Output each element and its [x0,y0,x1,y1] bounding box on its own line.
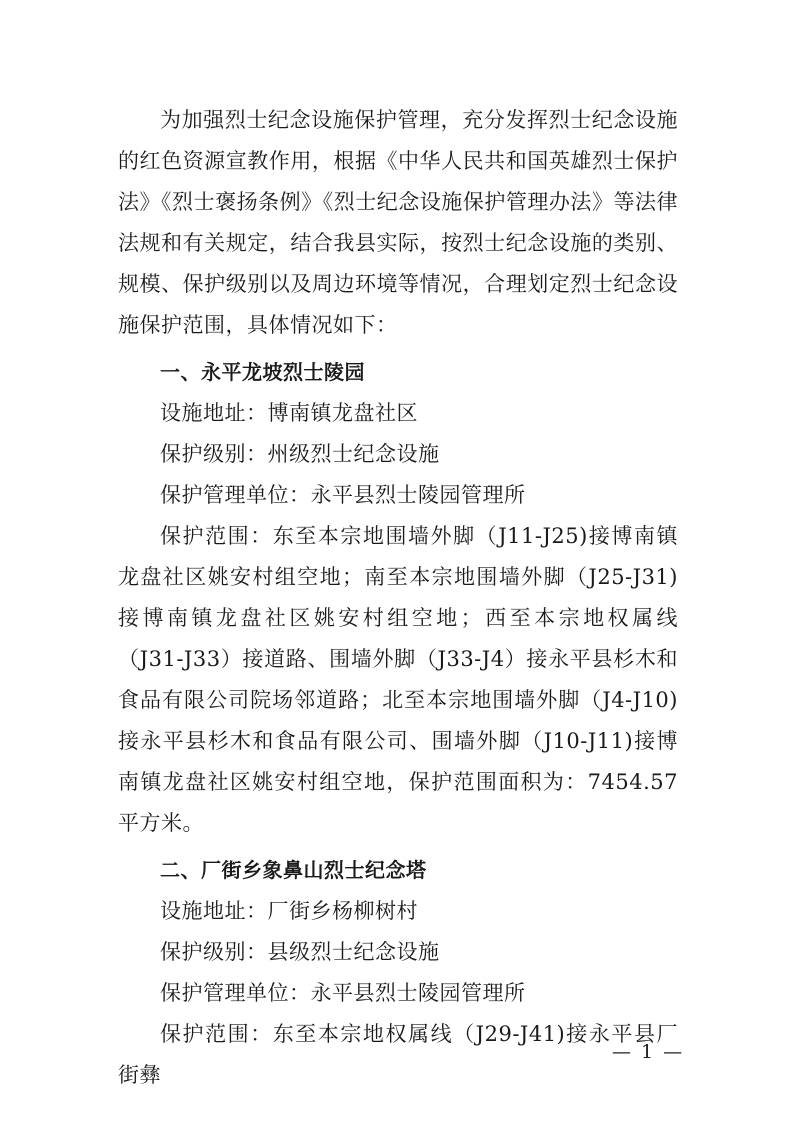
section-2-level: 保护级别：县级烈士纪念设施 [160,940,440,964]
section-2-scope: 保护范围：东至本宗地权属线（J29-J41)接永平县厂街彝 [118,1022,678,1087]
section-2-heading: 二、厂街乡象鼻山烈士纪念塔 [160,858,427,882]
section-1-address: 设施地址：博南镇龙盘社区 [160,401,418,425]
section-2-address: 设施地址：厂街乡杨柳树村 [160,899,418,923]
section-1-unit: 保护管理单位：永平县烈士陵园管理所 [160,483,526,507]
section-1-scope: 保护范围：东至本宗地围墙外脚（J11-J25)接博南镇龙盘社区姚安村组空地；南至本宗地围墙外脚（J25-J31)接博南镇龙盘社区姚安村组空地；西至本宗地权属线（J31-J33）接道路、围墙外脚（J33-J4）接永平县杉木和食品有限公司院场邻道路；北至本宗地围墙外脚（J4-J10)接永平县杉木和食品有限公司、围墙外脚（J10-J11)接博南镇龙盘社区姚安村组空地，保护范围面积为：7454.57 平方米。 [118,524,678,835]
document-body [118,100,678,1096]
section-1-level: 保护级别：州级烈士纪念设施 [160,442,440,466]
page-number: — 1 — [612,1041,685,1063]
intro-paragraph: 为加强烈士纪念设施保护管理，充分发挥烈士纪念设施的红色资源宣教作用，根据《中华人民共和国英雄烈士保护法》《烈士褒扬条例》《烈士纪念设施保护管理办法》等法律法规和有关规定，结合我县实际，按烈士纪念设施的类别、规模、保护级别以及周边环境等情况，合理划定烈士纪念设施保护范围，具体情况如下： [118,108,678,337]
section-2-unit: 保护管理单位：永平县烈士陵园管理所 [160,981,526,1005]
section-1-heading: 一、永平龙坡烈士陵园 [160,360,365,384]
